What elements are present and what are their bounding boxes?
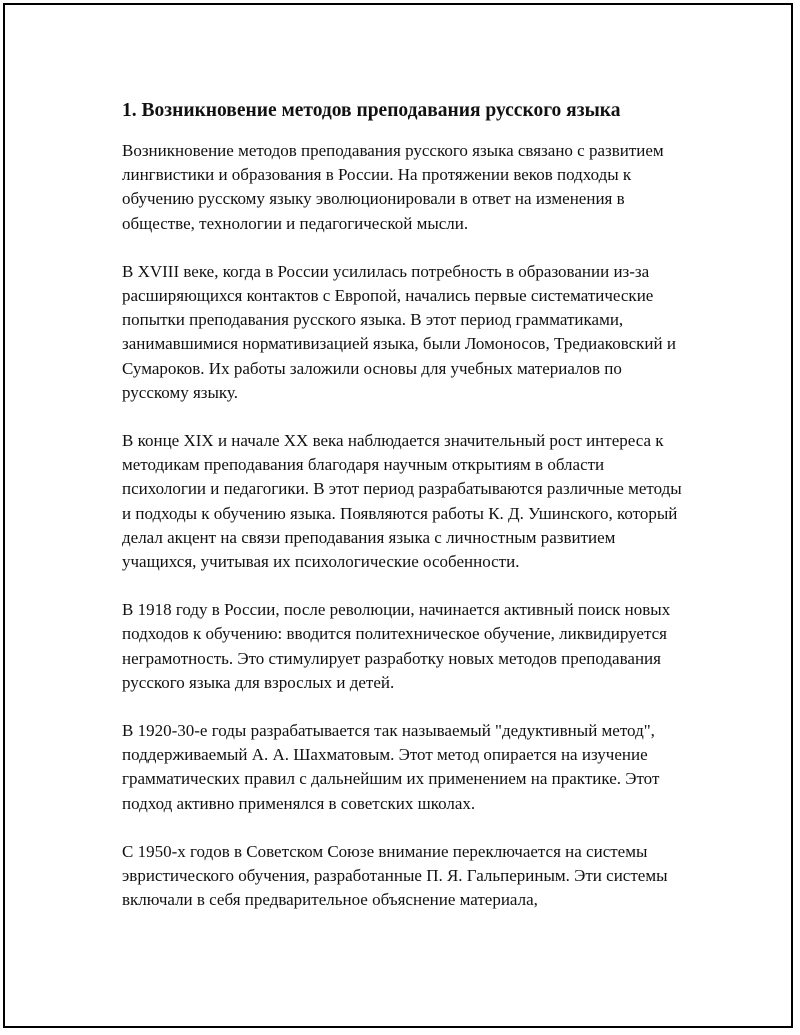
paragraph-2: В XVIII веке, когда в России усилилась потребность в образовании из-за расширяющихся контактов с Европой, начались первые систематические попытки преподавания русского языка. В этот период грамматиками, занимавшимися нормативизацией языка, были Ломоносов, Тредиаковский и Сумароков. Их работы заложили основы для учебных материалов по русскому языку. <box>122 261 676 402</box>
document-body <box>122 97 692 936</box>
paragraph-3: В конце XIX и начале XX века наблюдается значительный рост интереса к методикам преподавания благодаря научным открытиям в области психологии и педагогики. В этот период разрабатываются различные методы и подходы к обучению языка. Появляются работы К. Д. Ушинского, который делал акцент на связи преподавания языка с личностным развитием учащихся, учитывая их психологические особенности. <box>122 431 682 572</box>
section-heading: 1. Возникновение методов преподавания русского языка <box>122 100 621 121</box>
document-page <box>3 3 793 1028</box>
paragraph-6: С 1950-х годов в Советском Союзе внимание переключается на системы эвристического обучения, разработанные П. Я. Гальпериным. Эти системы включали в себя предварительное объяснение материала, <box>122 841 668 910</box>
paragraph-5: В 1920-30-е годы разрабатывается так называемый "дедуктивный метод", поддерживаемый А. А. Шахматовым. Этот метод опирается на изучение грамматических правил с дальнейшим их применением на практике. Этот подход активно применялся в советских школах. <box>122 721 660 813</box>
paragraph-4: В 1918 году в России, после революции, начинается активный поиск новых подходов к обучению: вводится политехническое обучение, ликвидируется неграмотность. Это стимулирует разработку новых методов преподавания русского языка для взрослых и детей. <box>122 600 671 692</box>
paragraph-1: Возникновение методов преподавания русского языка связано с развитием лингвистики и образования в России. На протяжении веков подходы к обучению русскому языку эволюционировали в ответ на изменения в обществе, технологии и педагогической мысли. <box>122 141 664 233</box>
